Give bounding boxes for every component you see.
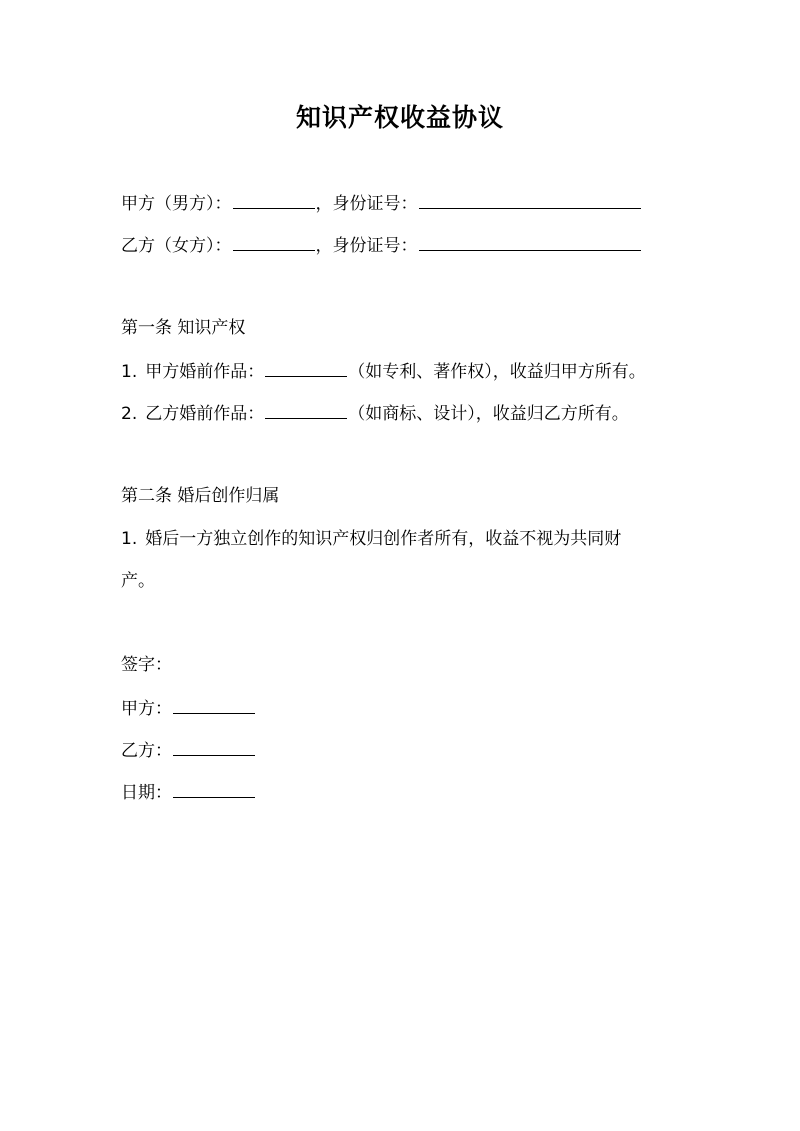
party-b-name-blank[interactable] xyxy=(233,232,315,251)
article2-item1 xyxy=(121,527,621,551)
signature-party-b-blank[interactable] xyxy=(173,737,255,756)
signature-party-a-label: 甲方： xyxy=(121,699,172,719)
item-suffix: （如商标、设计），收益归乙方所有。 xyxy=(348,404,629,424)
party-a-name-blank[interactable] xyxy=(233,190,315,209)
item-number: 2. xyxy=(121,404,138,424)
item-suffix: （如专利、著作权），收益归甲方所有。 xyxy=(348,362,646,382)
signature-date-blank[interactable] xyxy=(173,779,255,798)
party-b-line xyxy=(121,232,642,258)
article1-heading: 第一条 知识产权 xyxy=(121,318,246,338)
signature-party-b-label: 乙方： xyxy=(121,741,172,761)
party-a-id-label: ，身份证号： xyxy=(315,194,418,214)
signature-party-a xyxy=(121,695,256,721)
document-title: 知识产权收益协议 xyxy=(295,103,504,132)
party-a-line xyxy=(121,190,642,216)
party-b-works-blank[interactable] xyxy=(265,400,347,419)
signature-heading: 签字： xyxy=(121,655,172,675)
party-a-label: 甲方（男方）： xyxy=(121,194,232,214)
article1-item1 xyxy=(121,358,646,384)
signature-party-b xyxy=(121,737,256,763)
article2-item1-continued: 产。 xyxy=(121,571,155,591)
party-a-works-blank[interactable] xyxy=(265,358,347,377)
article2-heading: 第二条 婚后创作归属 xyxy=(121,486,280,506)
party-a-id-blank[interactable] xyxy=(419,190,641,209)
party-b-id-label: ，身份证号： xyxy=(315,236,418,256)
item-text: 婚后一方独立创作的知识产权归创作者所有，收益不视为共同财 xyxy=(145,529,622,549)
signature-date-label: 日期： xyxy=(121,783,172,803)
item-number: 1. xyxy=(121,362,138,382)
party-b-id-blank[interactable] xyxy=(419,232,641,251)
signature-party-a-blank[interactable] xyxy=(173,695,255,714)
signature-date xyxy=(121,779,256,805)
item-number: 1. xyxy=(121,529,138,549)
party-b-label: 乙方（女方）： xyxy=(121,236,232,256)
item-label: 甲方婚前作品： xyxy=(145,362,265,382)
article1-item2 xyxy=(121,400,629,426)
item-label: 乙方婚前作品： xyxy=(145,404,265,424)
